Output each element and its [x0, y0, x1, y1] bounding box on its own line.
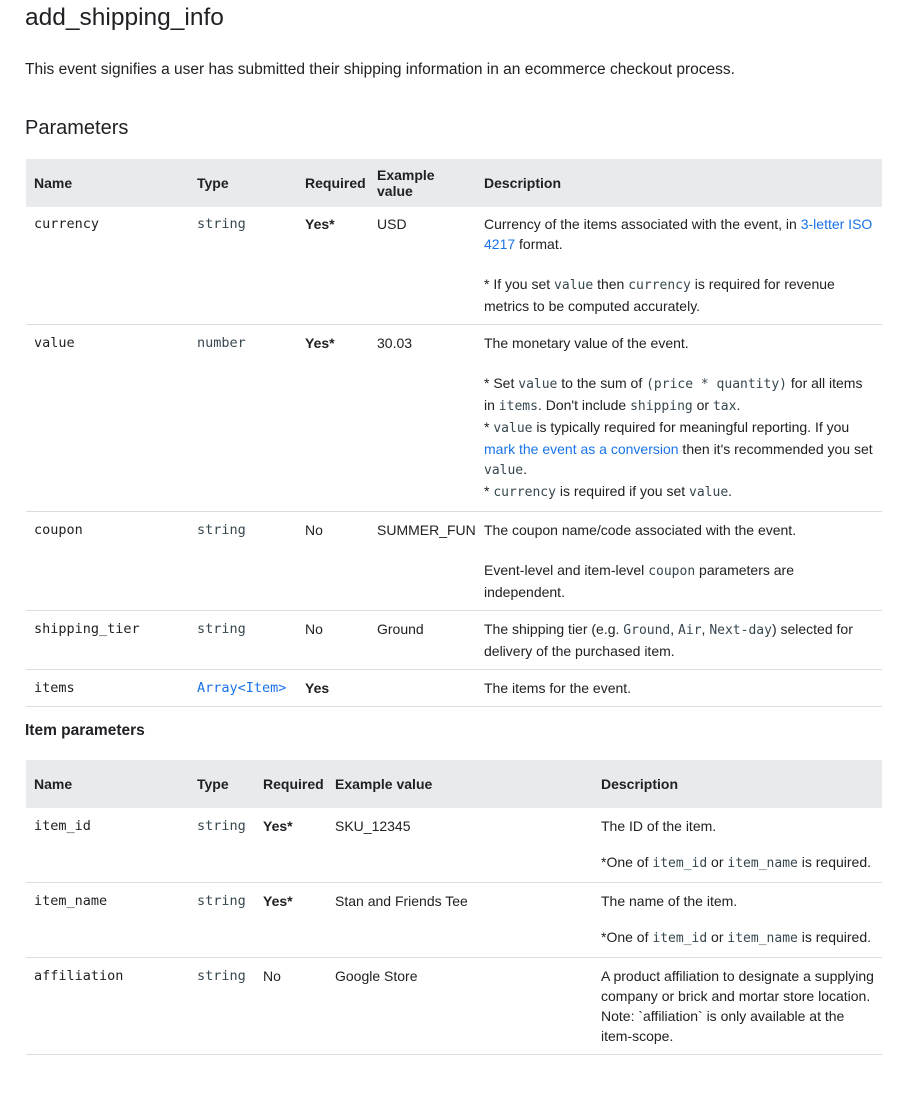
param-name: items: [26, 670, 189, 707]
table-row: [26, 611, 882, 670]
param-name: shipping_tier: [26, 611, 189, 670]
col-header-required: Required: [297, 159, 369, 207]
param-required: Yes*: [255, 808, 327, 883]
param-example: Google Store: [327, 958, 593, 1055]
param-description: The name of the item. *One of item_id or item_name is required.: [593, 883, 882, 958]
param-description: The shipping tier (e.g. Ground, Air, Next-day) selected for delivery of the purchased item.: [476, 611, 882, 670]
table-header-row: [26, 760, 882, 808]
table-row: [26, 883, 882, 958]
param-type: string: [189, 958, 255, 1055]
param-type: number: [189, 325, 297, 512]
table-row: [26, 325, 882, 512]
col-header-description: Description: [593, 760, 882, 808]
table-row: [26, 958, 882, 1055]
param-example: Ground: [369, 611, 476, 670]
intro-text: This event signifies a user has submitted their shipping information in an ecommerce checkout process.: [25, 61, 735, 78]
parameters-heading: Parameters: [25, 117, 129, 139]
param-required: Yes: [297, 670, 369, 707]
param-name: item_name: [26, 883, 189, 958]
param-description: The coupon name/code associated with the event. Event-level and item-level coupon parameters are independent.: [476, 512, 882, 611]
param-example: SUMMER_FUN: [369, 512, 476, 611]
param-description: The ID of the item. *One of item_id or item_name is required.: [593, 808, 882, 883]
param-required: No: [297, 611, 369, 670]
col-header-description: Description: [476, 159, 882, 207]
array-item-type-link[interactable]: Array<Item>: [197, 680, 287, 696]
param-type: string: [189, 512, 297, 611]
param-required: No: [297, 512, 369, 611]
param-type: string: [189, 808, 255, 883]
col-header-name: Name: [26, 760, 189, 808]
param-description: The items for the event.: [476, 670, 882, 707]
col-header-example: Example value: [327, 760, 593, 808]
iso-4217-link[interactable]: 3-letter ISO 4217: [484, 216, 873, 252]
table-row: [26, 207, 882, 325]
parameters-table: [26, 159, 882, 707]
param-example: 30.03: [369, 325, 476, 512]
table-row: [26, 512, 882, 611]
table-row: [26, 808, 882, 883]
page-title: add_shipping_info: [25, 4, 224, 31]
param-required: Yes*: [255, 883, 327, 958]
param-name: item_id: [26, 808, 189, 883]
param-required: No: [255, 958, 327, 1055]
table-header-row: [26, 159, 882, 207]
param-name: coupon: [26, 512, 189, 611]
param-description: The monetary value of the event. * Set value to the sum of (price * quantity) for all items in items. Don't include shipping or tax. * value is typically required for meaningful reporting. If you mark the event as a conversion then it's recommended you set value. * currency is required if you set value.: [476, 325, 882, 512]
col-header-example: Example value: [369, 159, 476, 207]
param-required: Yes*: [297, 207, 369, 325]
param-description: A product affiliation to designate a supplying company or brick and mortar store location. Note: `affiliation` is only available at the item-scope.: [593, 958, 882, 1055]
param-name: currency: [26, 207, 189, 325]
param-example: SKU_12345: [327, 808, 593, 883]
param-required: Yes*: [297, 325, 369, 512]
col-header-type: Type: [189, 760, 255, 808]
param-name: value: [26, 325, 189, 512]
col-header-required: Required: [255, 760, 327, 808]
table-row: [26, 670, 882, 707]
param-type: string: [189, 883, 255, 958]
mark-conversion-link[interactable]: mark the event as a conversion: [484, 441, 679, 457]
param-example: [369, 670, 476, 707]
col-header-name: Name: [26, 159, 189, 207]
param-description: Currency of the items associated with the event, in 3-letter ISO 4217 format. * If you set value then currency is required for revenue metrics to be computed accurately.: [476, 207, 882, 325]
param-example: Stan and Friends Tee: [327, 883, 593, 958]
col-header-type: Type: [189, 159, 297, 207]
param-name: affiliation: [26, 958, 189, 1055]
item-parameters-table: [26, 760, 882, 1055]
param-type: [189, 670, 297, 707]
param-type: string: [189, 611, 297, 670]
item-parameters-heading: Item parameters: [25, 722, 145, 739]
param-example: USD: [369, 207, 476, 325]
param-type: string: [189, 207, 297, 325]
